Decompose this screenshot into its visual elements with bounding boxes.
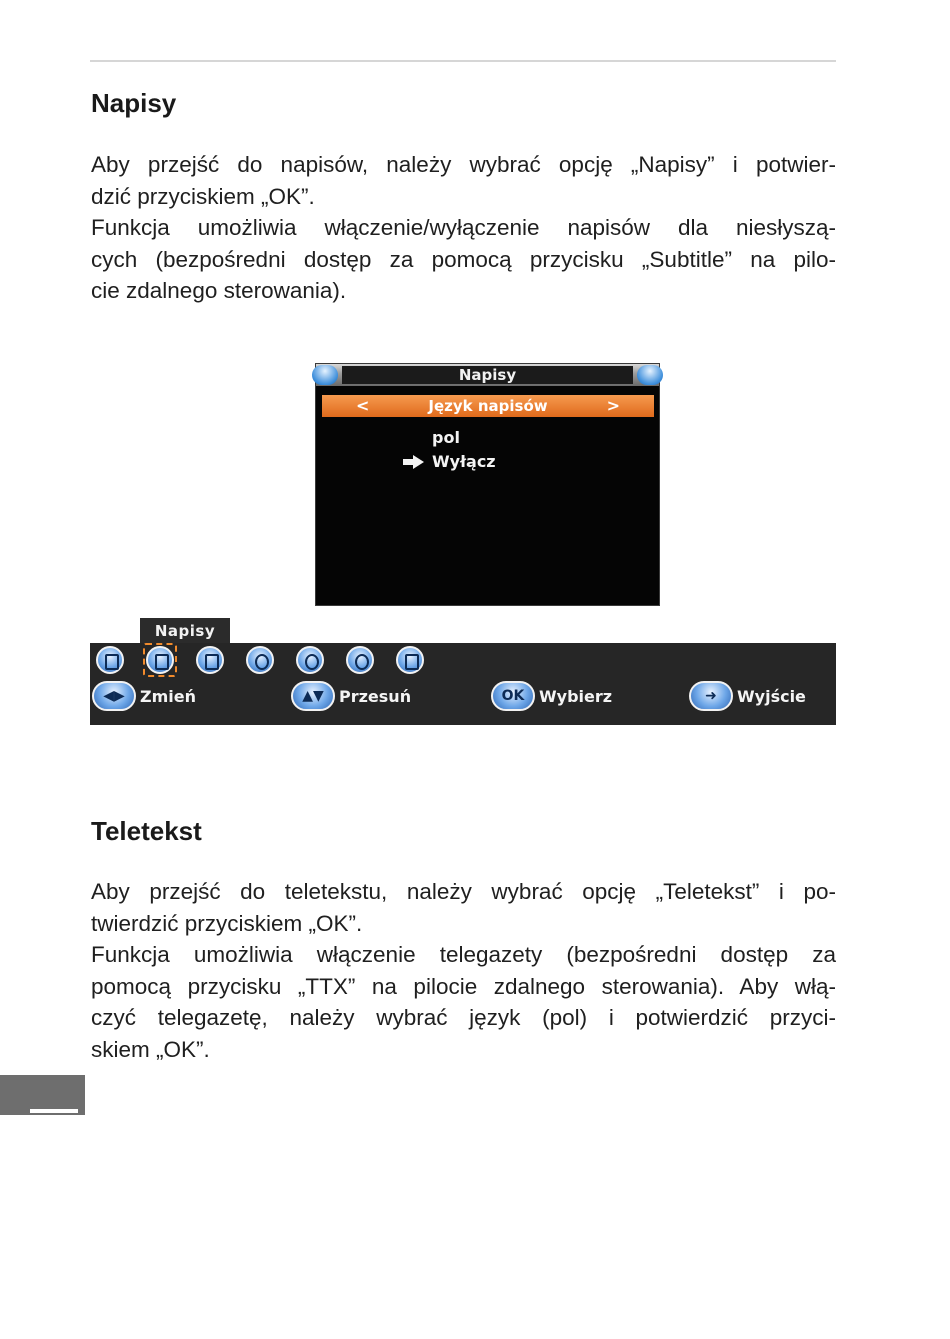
page-tab-underline <box>30 1109 78 1113</box>
tv-menu-title: Napisy <box>342 366 633 384</box>
titlebar-right-cap <box>637 365 663 385</box>
page-side-tab <box>0 1075 85 1115</box>
chevron-right-icon[interactable]: > <box>606 396 620 415</box>
zoom-icon[interactable] <box>296 646 324 674</box>
hint-exit: ➜ Wyjście <box>689 678 806 714</box>
option-wylacz[interactable]: Wyłącz <box>432 452 496 471</box>
hint-change: ◀▶ Zmień <box>92 678 196 714</box>
menu-bar <box>90 643 836 725</box>
list-icon[interactable] <box>196 646 224 674</box>
section-heading-napisy: Napisy <box>91 88 177 118</box>
section-napisy-text: Aby przejść do napisów, należy wybrać opcję „Napisy” i potwier- dzić przyciskiem „OK”. Funkcja umożliwia włączenie/wyłączenie napisów dla niesłyszą- cych (bezpośredni dostęp za pomocą przycisku „Subtitle” na pilo- cie zdalnego sterowania). <box>91 152 836 303</box>
edit-icon[interactable] <box>96 646 124 674</box>
left-right-arrows-icon: ◀▶ <box>92 681 136 711</box>
hint-select: OK Wybierz <box>491 678 612 714</box>
settings-icon[interactable] <box>346 646 374 674</box>
audio-icon[interactable] <box>246 646 274 674</box>
teletext-icon[interactable] <box>396 646 424 674</box>
option-pol[interactable]: pol <box>432 428 460 447</box>
hint-move: ▲▼ Przesuń <box>291 678 411 714</box>
up-down-arrows-icon: ▲▼ <box>291 681 335 711</box>
chevron-left-icon[interactable]: < <box>356 396 370 415</box>
ok-button-icon: OK <box>491 681 535 711</box>
subtitle-icon[interactable] <box>146 646 174 674</box>
tv-subtitle-menu <box>315 363 660 606</box>
titlebar-left-cap <box>312 365 338 385</box>
exit-arrow-icon: ➜ <box>689 681 733 711</box>
tv-menu-titlebar <box>316 364 659 386</box>
pointer-arrow-icon <box>402 454 426 470</box>
menu-bar-active-tab: Napisy <box>140 618 230 644</box>
selector-label: Język napisów <box>428 397 548 415</box>
section-teletekst-text: Aby przejść do teletekstu, należy wybrać opcję „Teletekst” i po- twierdzić przyciskiem „OK”. Funkcja umożliwia włączenie telegazety (bezpośredni dostęp za pomocą przycisku „TTX” na pilocie zdalnego sterowania). Aby włą- czyć telegazetę, należy wybrać język (pol) i potwierdzić przyci- skiem „OK”. <box>91 879 836 1062</box>
subtitle-language-selector[interactable] <box>322 395 654 417</box>
section-heading-teletekst: Teletekst <box>91 816 202 846</box>
top-rule <box>90 60 836 62</box>
